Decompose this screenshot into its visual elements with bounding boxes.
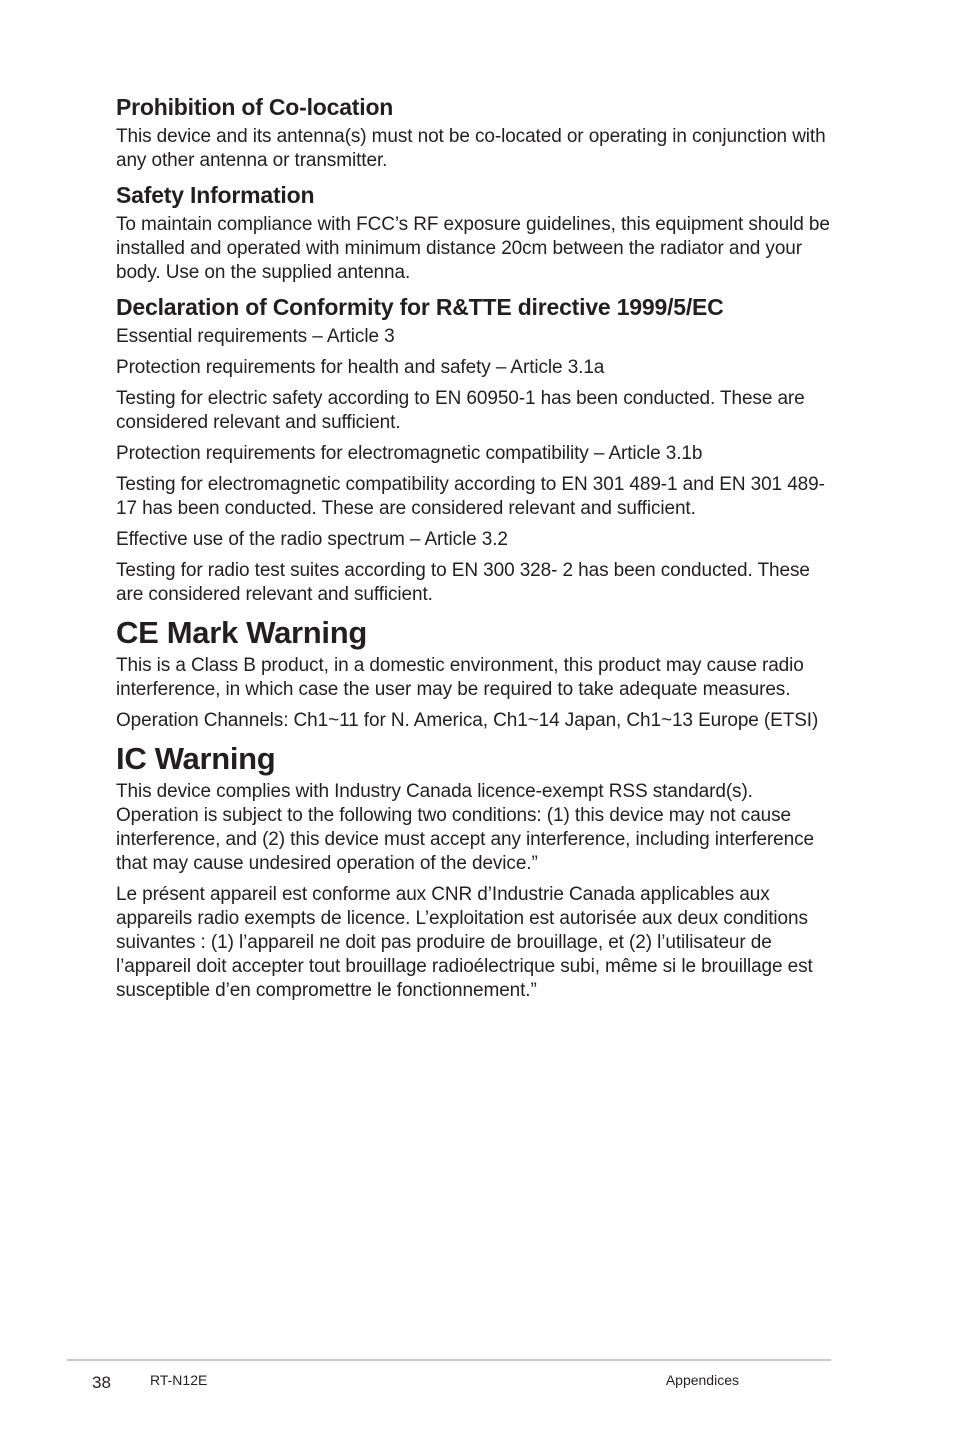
footer-divider — [67, 1359, 831, 1361]
ic-warning-heading: IC Warning — [116, 741, 276, 776]
declaration-paragraph: Testing for electromagnetic compatibility according to EN 301 489-1 and EN 301 489-17 has been conducted. These are considered relevant and sufficient. — [116, 474, 825, 519]
colocation-body: This device and its antenna(s) must not be co-located or operating in conjunction with any other antenna or transmitter. — [116, 126, 826, 171]
ce-mark-paragraph: Operation Channels: Ch1~11 for N. America, Ch1~14 Japan, Ch1~13 Europe (ETSI) — [116, 710, 819, 731]
ce-mark-heading: CE Mark Warning — [116, 615, 367, 650]
ce-mark-paragraph: This is a Class B product, in a domestic environment, this product may cause radio interference, in which case the user may be required to take adequate measures. — [116, 655, 804, 700]
declaration-paragraph: Essential requirements – Article 3 — [116, 326, 395, 347]
page-content — [116, 92, 832, 1010]
ic-warning-paragraph: This device complies with Industry Canada licence-exempt RSS standard(s). Operation is subject to the following two conditions: (1) this device may not cause interference, and (2) this device must accept any interference, including interference that may cause undesired operation of the device.” — [116, 781, 814, 874]
page-number: 38 — [92, 1373, 111, 1392]
declaration-paragraph: Effective use of the radio spectrum – Article 3.2 — [116, 529, 508, 550]
declaration-paragraph: Protection requirements for health and safety – Article 3.1a — [116, 357, 605, 378]
declaration-paragraph: Protection requirements for electromagnetic compatibility – Article 3.1b — [116, 443, 703, 464]
footer-section-name: Appendices — [665, 1372, 739, 1388]
declaration-heading: Declaration of Conformity for R&TTE directive 1999/5/EC — [116, 294, 724, 320]
safety-heading: Safety Information — [116, 182, 315, 208]
colocation-heading: Prohibition of Co-location — [116, 94, 394, 120]
safety-body: To maintain compliance with FCC’s RF exposure guidelines, this equipment should be installed and operated with minimum distance 20cm between the radiator and your body. Use on the supplied antenna. — [116, 214, 830, 283]
declaration-paragraph: Testing for radio test suites according to EN 300 328- 2 has been conducted. These are considered relevant and sufficient. — [116, 560, 810, 605]
ic-warning-paragraph: Le présent appareil est conforme aux CNR d’Industrie Canada applicables aux appareils radio exempts de licence. L’exploitation est autorisée aux deux conditions suivantes : (1) l’appareil ne doit pas produire de brouillage, et (2) l’utilisateur de l’appareil doit accepter tout brouillage radioélectrique subi, même si le brouillage est susceptible d’en compromettre le fonctionnement.” — [116, 884, 813, 1001]
declaration-paragraph: Testing for electric safety according to EN 60950-1 has been conducted. These are considered relevant and sufficient. — [116, 388, 805, 433]
footer-model-name: RT-N12E — [150, 1372, 208, 1388]
